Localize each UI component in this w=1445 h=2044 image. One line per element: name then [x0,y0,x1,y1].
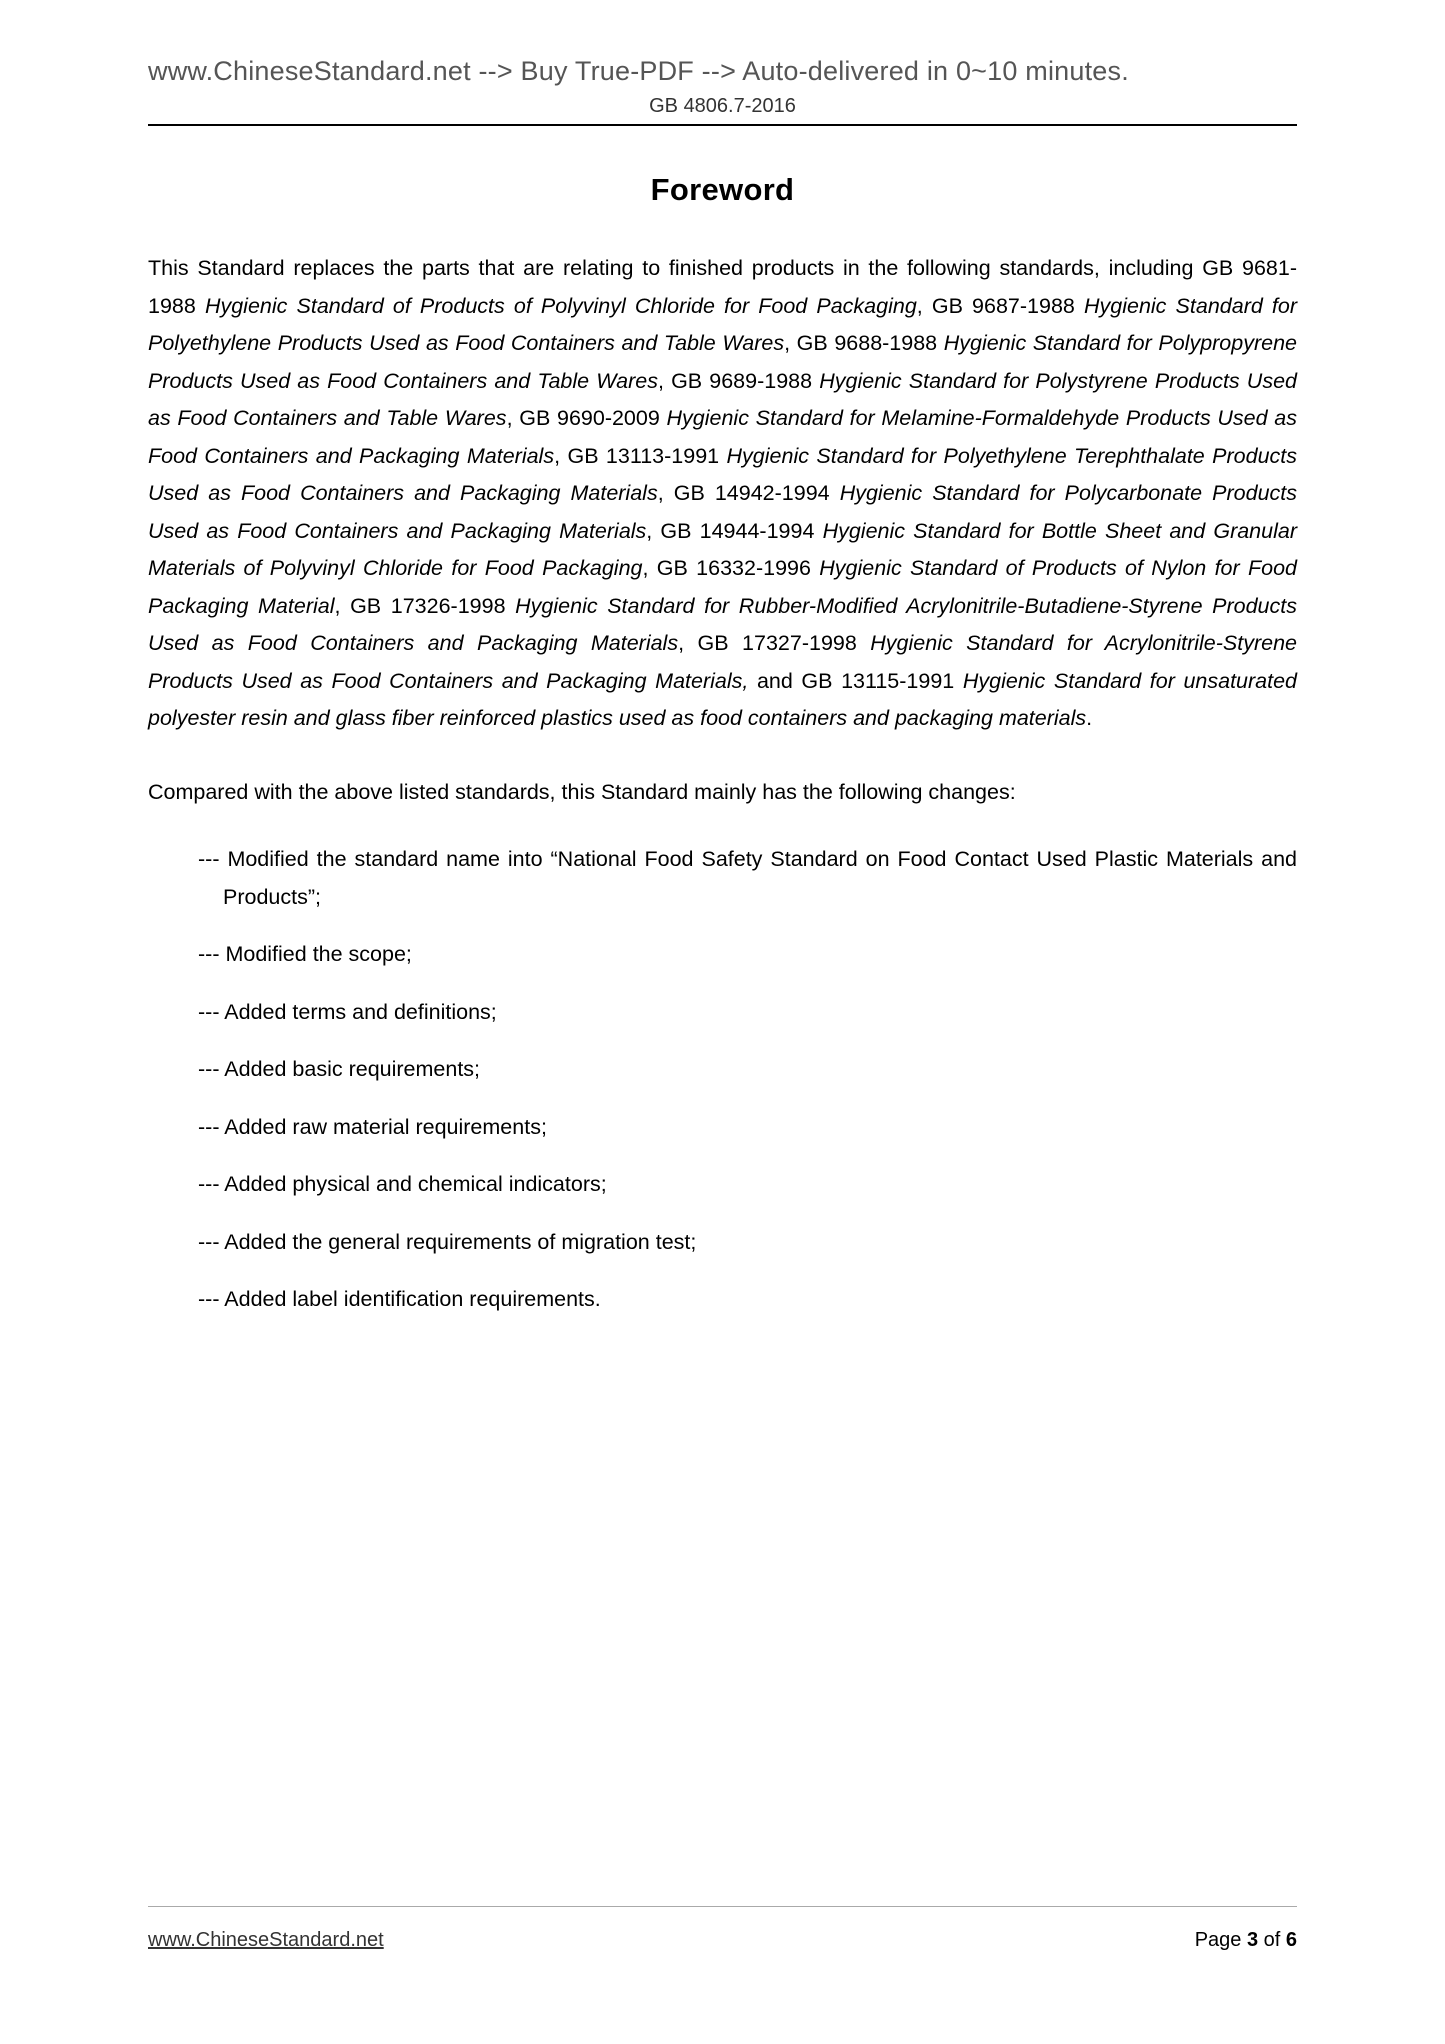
foreword-text-run-8: , GB 9690-2009 [506,406,667,430]
foreword-text-run-11: Hygienic Standard for Polyethylene Terephthalate Products Used as Food Containers and Packaging Materials [148,443,1298,505]
change-list-item: --- Modified the scope; [198,942,412,966]
change-list-item: --- Modified the standard name into “National Food Safety Standard on Food Contact Used Plastic Materials and Products”; [198,847,1297,909]
footer-page-number: 3 [1246,1929,1259,1951]
change-list-item: --- Added the general requirements of migration test; [198,1229,697,1254]
foreword-text-run-21: Hygienic Standard for Acrylonitrile-Styrene Products Used as Food Containers and Packaging Materials, [148,631,1297,693]
foreword-text-run-10: , GB 13113-1991 [554,443,727,468]
footer-page-middle: of [1258,1929,1286,1951]
foreword-text-run-18: , GB 17326-1998 [334,593,516,618]
foreword-paragraph-2: Compared with the above listed standards, this Standard mainly has the following changes: [148,779,1016,804]
foreword-text-run-1: Hygienic Standard of Products of Polyvinyl Chloride for Food Packaging [204,293,917,318]
change-list-item: --- Added physical and chemical indicators; [198,1172,607,1196]
foreword-text-run-12: , GB 14942-1994 [657,481,840,505]
page-title: Foreword [650,172,795,207]
page-content [148,56,1297,1339]
foreword-text-run-23: Hygienic Standard for unsaturated polyester resin and glass fiber reinforced plastics used as food containers and packaging materials [148,668,1298,730]
foreword-text-run-24: . [1086,706,1093,730]
page-footer [148,1906,1297,1952]
foreword-text-run-3: Hygienic Standard for Polyethylene Products Used as Food Containers and Table Wares [148,293,1298,355]
change-list-item: --- Added label identification requirements. [198,1287,601,1311]
footer-page-prefix: Page [1194,1929,1247,1951]
standard-code-header: GB 4806.7-2016 [649,95,796,117]
foreword-text-run-20: , GB 17327-1998 [678,631,871,655]
footer-row [148,1929,1297,1952]
footer-divider [148,1906,1297,1907]
footer-page-total: 6 [1285,1929,1297,1951]
footer-site-link[interactable]: www.ChineseStandard.net [148,1929,384,1951]
footer-page-indicator [1195,1929,1297,1952]
foreword-text-run-16: , GB 16332-1996 [642,556,820,580]
watermark-text: www.ChineseStandard.net --> Buy True-PDF --> Auto-delivered in 0~10 minutes. [148,56,1129,86]
foreword-text-run-19: Hygienic Standard for Rubber-Modified Acrylonitrile-Butadiene-Styrene Products Used as Food Containers and Packaging Materials [148,593,1297,655]
foreword-paragraph-1 [148,250,1297,738]
foreword-text-run-13: Hygienic Standard for Polycarbonate Products Used as Food Containers and Packaging Materials [148,481,1298,543]
change-list-item: --- Added terms and definitions; [198,999,497,1024]
foreword-text-run-6: , GB 9689-1988 [657,368,820,393]
change-list-item: --- Added basic requirements; [198,1057,481,1081]
foreword-text-run-17: Hygienic Standard of Products of Nylon for Food Packaging Material [148,556,1298,618]
change-list-item: --- Added raw material requirements; [198,1114,547,1139]
foreword-text-run-0: This Standard replaces the parts that are relating to finished products in the following standards, including GB 9681-1988 [148,256,1297,318]
header-divider [148,124,1297,126]
foreword-text-run-2: , GB 9687-1988 [916,293,1084,318]
foreword-text-run-22: and GB 13115-1991 [748,668,963,693]
foreword-text-run-5: Hygienic Standard for Polypropyrene Products Used as Food Containers and Table Wares [148,331,1298,393]
foreword-text-run-14: , GB 14944-1994 [646,518,823,543]
changes-list [148,841,1297,1319]
foreword-text-run-15: Hygienic Standard for Bottle Sheet and Granular Materials of Polyvinyl Chloride for Food Packaging [148,518,1297,580]
foreword-text-run-7: Hygienic Standard for Polystyrene Products Used as Food Containers and Table Wares [148,368,1297,430]
foreword-text-run-4: , GB 9688-1988 [784,331,944,355]
foreword-text-run-9: Hygienic Standard for Melamine-Formaldehyde Products Used as Food Containers and Packaging Materials [148,406,1297,468]
